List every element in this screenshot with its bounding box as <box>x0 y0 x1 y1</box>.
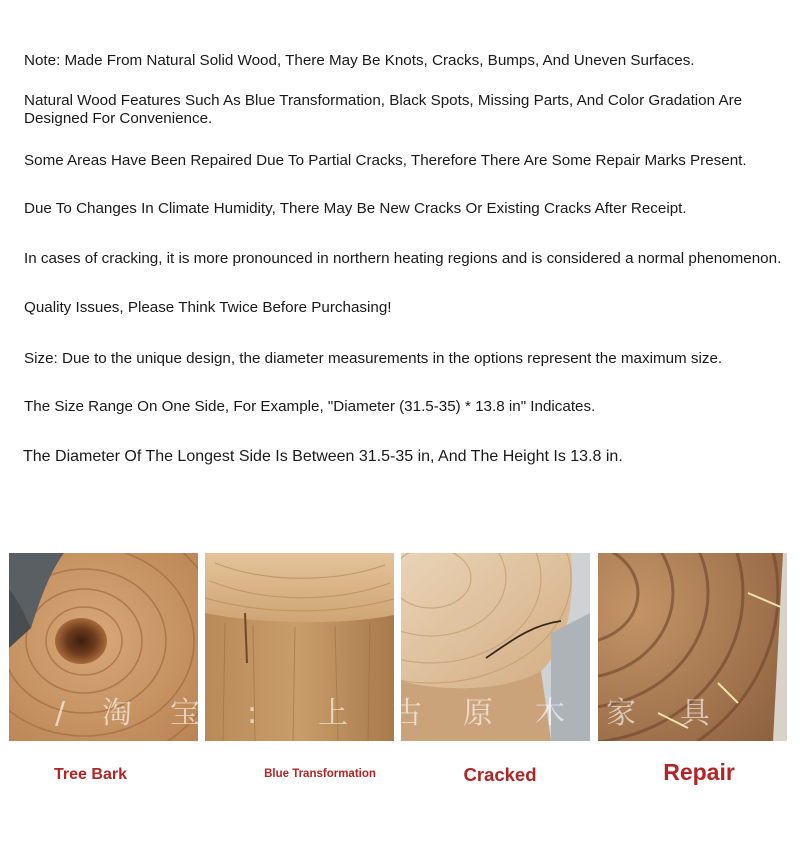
watermark-char: 原 <box>463 696 493 731</box>
watermark-char: 淘 <box>102 696 132 731</box>
note-natural-wood: Note: Made From Natural Solid Wood, There May Be Knots, Cracks, Bumps, And Uneven Surfaces. <box>24 52 695 69</box>
note-quality-issues: Quality Issues, Please Think Twice Before Purchasing! <box>24 299 392 316</box>
caption-cracked: Cracked <box>463 764 537 785</box>
watermark-char: / <box>55 696 66 731</box>
note-humidity-cracks: Due To Changes In Climate Humidity, There May Be New Cracks Or Existing Cracks After Receipt. <box>24 200 687 217</box>
watermark-char: : <box>247 696 258 731</box>
note-size-range: The Size Range On One Side, For Example, "Diameter (31.5-35) * 13.8 in" Indicates. <box>24 398 596 415</box>
note-size-maximum: Size: Due to the unique design, the diameter measurements in the options represent the maximum size. <box>24 350 723 367</box>
note-repaired-areas: Some Areas Have Been Repaired Due To Partial Cracks, Therefore There Are Some Repair Marks Present. <box>24 152 747 169</box>
caption-tree-bark: Tree Bark <box>54 766 127 783</box>
watermark-char: 具 <box>680 696 710 731</box>
watermark-char: 家 <box>606 696 636 731</box>
caption-repair: Repair <box>663 759 735 785</box>
watermark-char: 宝 <box>170 696 200 731</box>
repair-photo <box>598 553 787 741</box>
tree-bark-photo <box>9 553 198 741</box>
note-diameter-height: The Diameter Of The Longest Side Is Between 31.5-35 in, And The Height Is 13.8 in. <box>23 448 623 465</box>
watermark-char: 上 <box>318 696 348 731</box>
watermark-char: 古 <box>392 696 422 731</box>
note-wood-features: Natural Wood Features Such As Blue Transformation, Black Spots, Missing Parts, And Color Gradation Are Designed For Convenience. <box>24 92 743 127</box>
blue-transformation-photo <box>205 553 394 741</box>
cracked-photo <box>401 553 590 741</box>
note-heating-regions: In cases of cracking, it is more pronounced in northern heating regions and is considered a normal phenomenon. <box>24 250 782 267</box>
caption-blue-transformation: Blue Transformation <box>264 768 376 780</box>
watermark-char: 木 <box>535 696 565 731</box>
